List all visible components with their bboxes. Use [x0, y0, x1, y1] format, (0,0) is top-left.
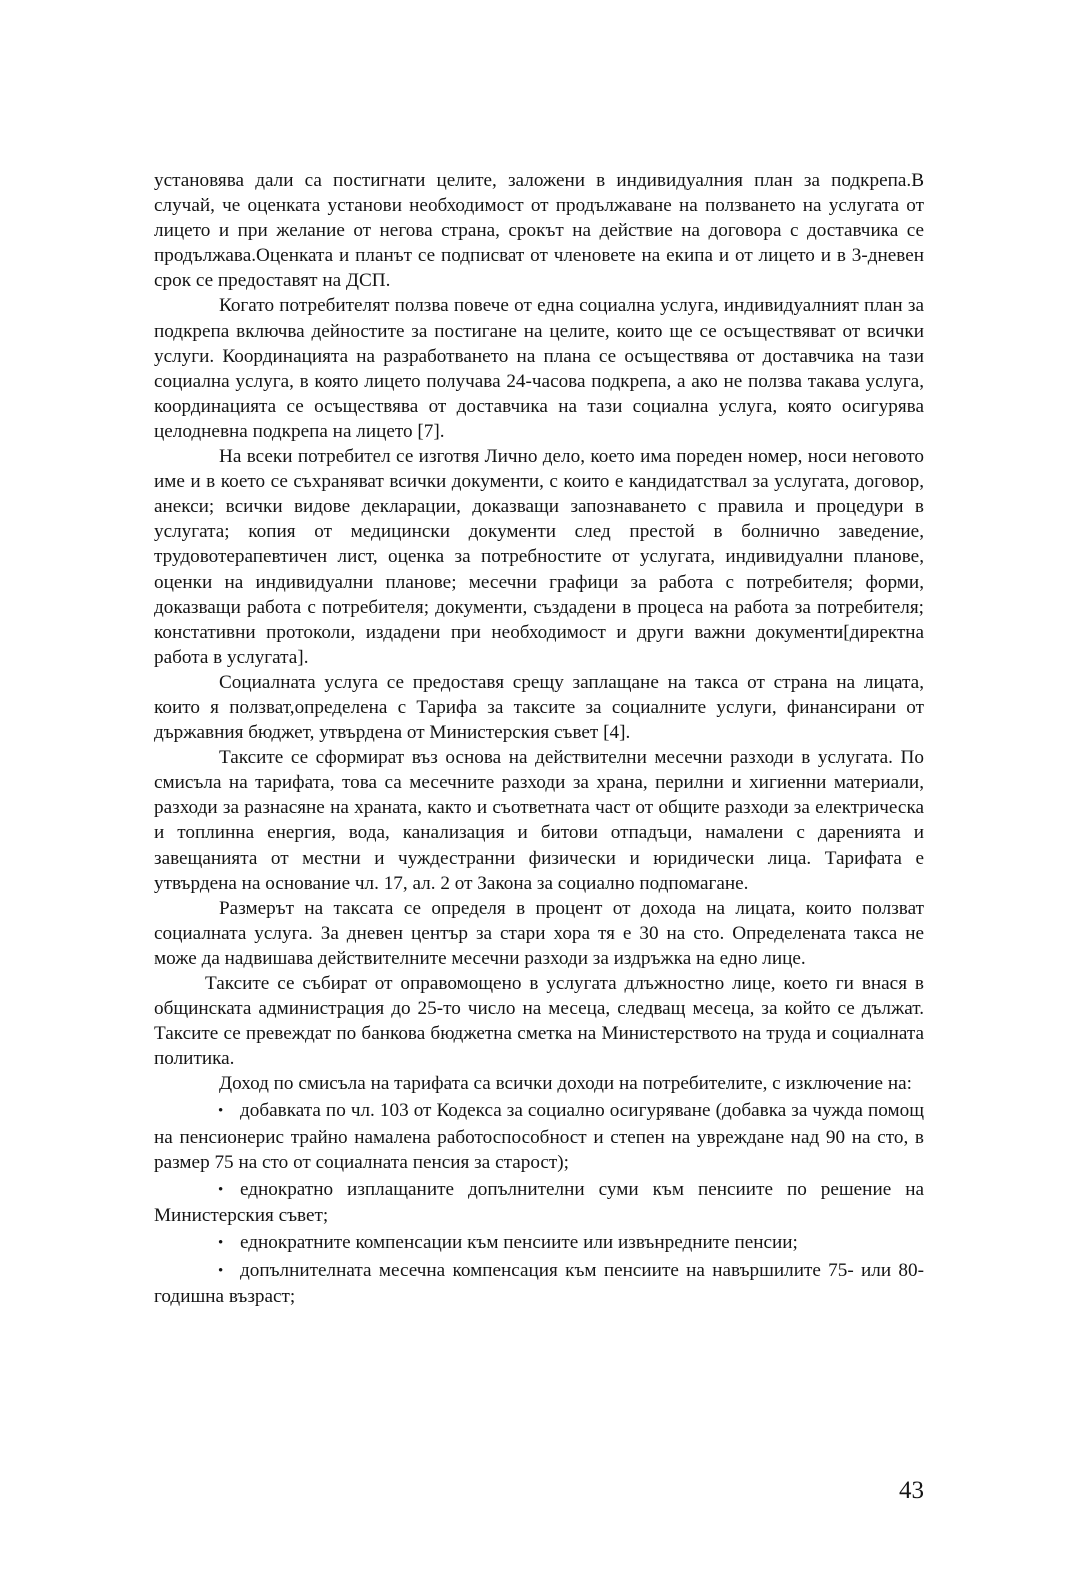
paragraph-personal-file: На всеки потребител се изготвя Лично дело, което има пореден номер, носи неговото име и в което се съхраняват всички документи, с които е кандидатствал за услугата, договор, анекси; всички видове декларации, доказващи запознаването с правила и процедури в услугата; копия от медицински документи след престой в болнично заведение, трудовотерапевтичен лист, оценка за потребностите от услугата, индивидуални планове, оценки на индивидуални планове; месечни графици за работа с потребителя; форми, доказващи работа с потребителя; документи, създадени в процеса на работа за потребителя; констативни протоколи, издадени при необходимост и други важни документи[директна работа в услугата].	[154, 446, 924, 668]
list-item-text: еднократните компенсации към пенсиите или извънредните пенсии;	[240, 1231, 798, 1253]
paragraph-fee-collection: Таксите се събират от оправомощено в услугата длъжностно лице, което ги внася в общинската администрация до 25-то число на месеца, следващ месеца, за който се дължат. Таксите се превеждат по банкова бюджетна сметка на Министерството на труда и социалната политика.	[154, 973, 924, 1070]
bullet-icon: •	[218, 1263, 224, 1280]
bullet-icon: •	[218, 1234, 224, 1251]
list-item	[154, 1177, 924, 1228]
paragraph-continuation: установява дали са постигнати целите, заложени в индивидуалния план за подкрепа.В случай, че оценката установи необходимост от продължаване на ползването на услугата от лицето и при желание от негова страна, срокът на действие на договора с доставчика се продължава.Оценката и планът се подписват от членовете на екипа и от лицето и в 3-дневен срок се предоставят на ДСП.	[154, 170, 924, 292]
list-item	[154, 1230, 924, 1256]
bullet-icon: •	[218, 1103, 224, 1120]
paragraph-fee-size: Размерът на таксата се определя в процент от дохода на лицата, които ползват социалната услуга. За дневен център за стари хора тя е 30 на сто. Определената такса не може да надвишава действителните месечни разходи за издръжка на едно лице.	[154, 897, 924, 969]
list-item-text: допълнителната месечна компенсация към пенсиите на навършилите 75- или 80-годишна възраст;	[154, 1260, 924, 1308]
paragraph-coordination: Когато потребителят ползва повече от една социална услуга, индивидуалният план за подкрепа включва дейностите за постигане на целите, които ще се осъществяват от всички услуги. Координацията на разработването на плана се осъществява от доставчика на тази социална услуга, в която лицето получава 24-часова подкрепа, а ако не ползва такава услуга, координацията се осъществява от доставчика на тази социална услуга, която осигурява целодневна подкрепа на лицето [7].	[154, 295, 924, 442]
list-item	[154, 1098, 924, 1174]
list-item-text: еднократно изплащаните допълнителни суми към пенсиите по решение на Министерския съвет;	[154, 1178, 924, 1226]
paragraph-fee-payment: Социалната услуга се предоставя срещу заплащане на такса от страна на лицата, които я ползват,определена с Тарифа за таксите за социалните услуги, финансирани от държавния бюджет, утвърдена от Министерския съвет [4].	[154, 671, 924, 744]
paragraph-income-definition: Доход по смисъла на тарифата са всички доходи на потребителите, с изключение на:	[219, 1073, 912, 1095]
list-item	[154, 1258, 924, 1309]
page-body	[154, 168, 924, 1309]
paragraph-fee-formation: Таксите се сформират въз основа на действителни месечни разходи в услугата. По смисъла на тарифата, това са месечните разходи за храна, перилни и хигиенни материали, разходи за разнасяне на храната, както и съответната част от общите разходи за електрическа и топлинна енергия, вода, канализация и битови отпадъци, намалени с даренията и завещанията от местни и чуждестранни физически и юридически лица. Тарифата е утвърдена на основание чл. 17, ал. 2 от Закона за социално подпомагане.	[154, 747, 924, 894]
list-item-text: добавката по чл. 103 от Кодекса за социално осигуряване (добавка за чужда помощ на пенсионерис трайно намалена работоспособност и степен на увреждане над 90 на сто, в размер 75 на сто от социалната пенсия за старост);	[154, 1100, 924, 1173]
bullet-icon: •	[218, 1181, 224, 1198]
page-number: 43	[899, 1477, 924, 1504]
